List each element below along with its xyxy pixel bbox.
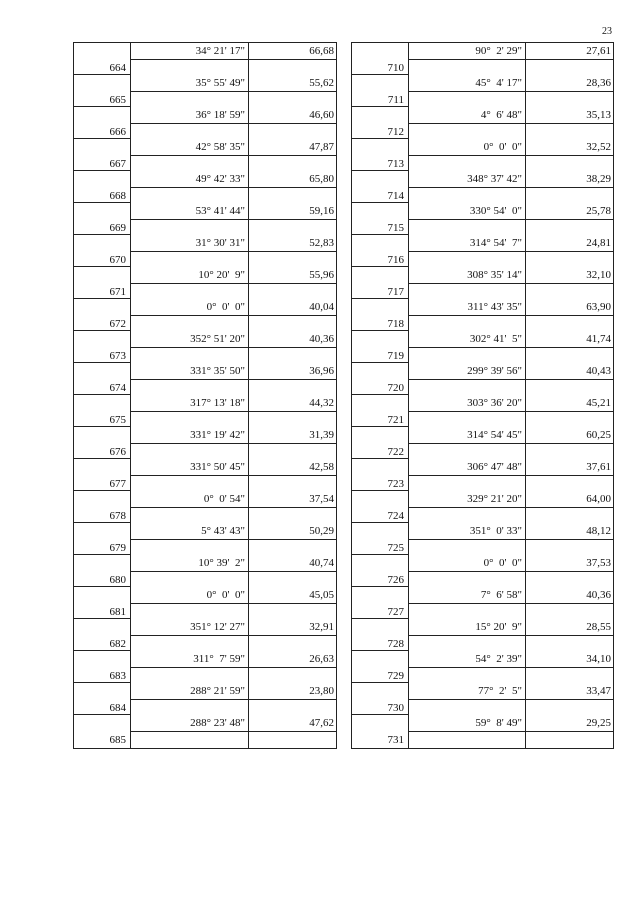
point-number: 677 <box>109 478 126 490</box>
distance-cell: 31,39 <box>309 429 334 441</box>
point-number: 726 <box>387 574 404 586</box>
row-divider <box>408 379 613 380</box>
table-row <box>352 491 613 523</box>
distance-cell: 66,68 <box>309 45 334 57</box>
table-row <box>352 43 613 75</box>
table-row <box>74 43 336 75</box>
point-number: 724 <box>387 510 404 522</box>
angle-cell: 10° 39' 2" <box>198 557 245 569</box>
angle-cell: 311° 7' 59" <box>193 653 245 665</box>
table-row <box>74 459 336 491</box>
row-divider <box>408 411 613 412</box>
point-number: 723 <box>387 478 404 490</box>
angle-cell: 31° 30' 31" <box>195 237 245 249</box>
distance-cell: 50,29 <box>309 525 334 537</box>
table-row <box>352 75 613 107</box>
row-divider <box>130 315 336 316</box>
point-number: 717 <box>387 286 404 298</box>
point-number: 718 <box>387 318 404 330</box>
angle-cell: 10° 20' 9" <box>198 269 245 281</box>
table-row <box>74 619 336 651</box>
point-number: 664 <box>109 62 126 74</box>
angle-cell: 308° 35' 14" <box>467 269 522 281</box>
table-row <box>352 267 613 299</box>
table-row <box>352 395 613 427</box>
point-number: 680 <box>109 574 126 586</box>
distance-cell: 29,25 <box>586 717 611 729</box>
point-number: 711 <box>387 94 404 106</box>
distance-cell: 47,87 <box>309 141 334 153</box>
point-number: 669 <box>109 222 126 234</box>
row-divider <box>408 315 613 316</box>
distance-cell: 40,74 <box>309 557 334 569</box>
point-number: 725 <box>387 542 404 554</box>
angle-cell: 49° 42' 33" <box>195 173 245 185</box>
table-row <box>74 299 336 331</box>
table-row <box>352 523 613 555</box>
angle-cell: 331° 35' 50" <box>190 365 245 377</box>
row-divider <box>130 91 336 92</box>
table-row <box>74 139 336 171</box>
distance-cell: 45,05 <box>309 589 334 601</box>
distance-cell: 46,60 <box>309 109 334 121</box>
angle-cell: 7° 6' 58" <box>480 589 522 601</box>
row-divider <box>130 411 336 412</box>
table-row <box>74 523 336 555</box>
row-divider <box>130 59 336 60</box>
angle-cell: 303° 36' 20" <box>467 397 522 409</box>
distance-cell: 38,29 <box>586 173 611 185</box>
point-number: 684 <box>109 702 126 714</box>
table-row <box>74 491 336 523</box>
table-row <box>74 75 336 107</box>
distance-cell: 27,61 <box>586 45 611 57</box>
row-divider <box>408 251 613 252</box>
point-number: 729 <box>387 670 404 682</box>
point-number: 722 <box>387 446 404 458</box>
distance-cell: 28,36 <box>586 77 611 89</box>
row-divider <box>130 443 336 444</box>
distance-cell: 32,91 <box>309 621 334 633</box>
angle-cell: 288° 23' 48" <box>190 717 245 729</box>
point-number: 665 <box>109 94 126 106</box>
angle-cell: 5° 43' 43" <box>201 525 245 537</box>
angle-cell: 352° 51' 20" <box>190 333 245 345</box>
table-row <box>74 683 336 715</box>
row-divider <box>130 155 336 156</box>
distance-cell: 28,55 <box>586 621 611 633</box>
point-number: 721 <box>387 414 404 426</box>
table-row <box>352 459 613 491</box>
row-divider <box>130 635 336 636</box>
distance-cell: 64,00 <box>586 493 611 505</box>
angle-cell: 0° 0' 0" <box>483 557 522 569</box>
table-row <box>74 587 336 619</box>
distance-cell: 42,58 <box>309 461 334 473</box>
angle-cell: 0° 0' 54" <box>203 493 245 505</box>
distance-cell: 36,96 <box>309 365 334 377</box>
row-divider <box>408 443 613 444</box>
angle-cell: 34° 21' 17" <box>195 45 245 57</box>
table-row <box>352 107 613 139</box>
point-number: 675 <box>109 414 126 426</box>
row-divider <box>408 123 613 124</box>
point-number: 727 <box>387 606 404 618</box>
point-number: 728 <box>387 638 404 650</box>
distance-cell: 55,96 <box>309 269 334 281</box>
distance-cell: 40,36 <box>309 333 334 345</box>
distance-cell: 33,47 <box>586 685 611 697</box>
table-row <box>74 267 336 299</box>
table-row <box>74 395 336 427</box>
angle-cell: 302° 41' 5" <box>469 333 522 345</box>
point-number: 710 <box>387 62 404 74</box>
angle-cell: 329° 21' 20" <box>467 493 522 505</box>
point-number: 716 <box>387 254 404 266</box>
angle-cell: 0° 0' 0" <box>206 301 245 313</box>
row-divider <box>408 347 613 348</box>
point-number: 671 <box>109 286 126 298</box>
point-number: 668 <box>109 190 126 202</box>
point-number: 713 <box>387 158 404 170</box>
angle-cell: 317° 13' 18" <box>190 397 245 409</box>
row-divider <box>130 251 336 252</box>
table-row <box>74 651 336 683</box>
angle-cell: 77° 2' 5" <box>478 685 522 697</box>
point-number: 714 <box>387 190 404 202</box>
row-divider <box>408 667 613 668</box>
distance-cell: 40,43 <box>586 365 611 377</box>
point-number: 676 <box>109 446 126 458</box>
point-number: 682 <box>109 638 126 650</box>
row-divider <box>408 603 613 604</box>
point-number: 674 <box>109 382 126 394</box>
distance-cell: 48,12 <box>586 525 611 537</box>
table-row <box>74 235 336 267</box>
row-divider <box>408 59 613 60</box>
point-number: 730 <box>387 702 404 714</box>
distance-cell: 40,36 <box>586 589 611 601</box>
angle-cell: 0° 0' 0" <box>206 589 245 601</box>
distance-cell: 25,78 <box>586 205 611 217</box>
distance-cell: 26,63 <box>309 653 334 665</box>
angle-cell: 311° 43' 35" <box>467 301 522 313</box>
point-number: 679 <box>109 542 126 554</box>
point-number: 673 <box>109 350 126 362</box>
distance-cell: 32,52 <box>586 141 611 153</box>
angle-cell: 90° 2' 29" <box>475 45 522 57</box>
distance-cell: 32,10 <box>586 269 611 281</box>
coordinates-table-right <box>351 42 614 749</box>
coordinates-table-left <box>73 42 337 749</box>
row-divider <box>408 635 613 636</box>
row-divider <box>130 379 336 380</box>
table-row <box>74 107 336 139</box>
row-divider <box>408 507 613 508</box>
angle-cell: 331° 50' 45" <box>190 461 245 473</box>
angle-cell: 330° 54' 0" <box>469 205 522 217</box>
table-row <box>352 715 613 747</box>
row-divider <box>130 283 336 284</box>
row-divider <box>408 539 613 540</box>
table-row <box>352 363 613 395</box>
table-row <box>352 171 613 203</box>
angle-cell: 348° 37' 42" <box>467 173 522 185</box>
row-divider <box>408 571 613 572</box>
row-divider <box>130 699 336 700</box>
point-number: 678 <box>109 510 126 522</box>
row-divider <box>408 283 613 284</box>
angle-cell: 4° 6' 48" <box>480 109 522 121</box>
angle-cell: 314° 54' 7" <box>469 237 522 249</box>
angle-cell: 42° 58' 35" <box>195 141 245 153</box>
point-number: 670 <box>109 254 126 266</box>
distance-cell: 41,74 <box>586 333 611 345</box>
row-divider <box>130 667 336 668</box>
table-row <box>352 683 613 715</box>
point-number: 681 <box>109 606 126 618</box>
point-number: 667 <box>109 158 126 170</box>
row-divider <box>408 475 613 476</box>
distance-cell: 44,32 <box>309 397 334 409</box>
table-row <box>74 715 336 747</box>
distance-cell: 45,21 <box>586 397 611 409</box>
angle-cell: 35° 55' 49" <box>195 77 245 89</box>
distance-cell: 37,53 <box>586 557 611 569</box>
distance-cell: 34,10 <box>586 653 611 665</box>
row-divider <box>408 155 613 156</box>
table-row <box>352 555 613 587</box>
distance-cell: 60,25 <box>586 429 611 441</box>
row-divider <box>408 219 613 220</box>
table-row <box>352 299 613 331</box>
row-divider <box>130 219 336 220</box>
distance-cell: 65,80 <box>309 173 334 185</box>
angle-cell: 59° 8' 49" <box>475 717 522 729</box>
table-row <box>74 555 336 587</box>
angle-cell: 53° 41' 44" <box>195 205 245 217</box>
table-row <box>352 427 613 459</box>
point-number: 731 <box>387 734 404 746</box>
table-row <box>352 203 613 235</box>
angle-cell: 299° 39' 56" <box>467 365 522 377</box>
angle-cell: 351° 12' 27" <box>190 621 245 633</box>
distance-cell: 52,83 <box>309 237 334 249</box>
point-number: 672 <box>109 318 126 330</box>
table-row <box>352 331 613 363</box>
point-number: 719 <box>387 350 404 362</box>
angle-cell: 306° 47' 48" <box>467 461 522 473</box>
distance-cell: 59,16 <box>309 205 334 217</box>
angle-cell: 45° 4' 17" <box>475 77 522 89</box>
row-divider <box>408 699 613 700</box>
point-number: 715 <box>387 222 404 234</box>
point-number: 685 <box>109 734 126 746</box>
distance-cell: 47,62 <box>309 717 334 729</box>
angle-cell: 15° 20' 9" <box>475 621 522 633</box>
row-divider <box>130 539 336 540</box>
row-divider <box>130 187 336 188</box>
table-row <box>74 427 336 459</box>
row-divider <box>130 123 336 124</box>
table-row <box>74 171 336 203</box>
distance-cell: 55,62 <box>309 77 334 89</box>
row-divider <box>408 187 613 188</box>
table-row <box>352 587 613 619</box>
distance-cell: 37,54 <box>309 493 334 505</box>
table-row <box>352 235 613 267</box>
distance-cell: 37,61 <box>586 461 611 473</box>
page-number: 23 <box>602 26 612 37</box>
row-divider <box>130 507 336 508</box>
table-row <box>74 203 336 235</box>
table-row <box>352 139 613 171</box>
point-number: 712 <box>387 126 404 138</box>
angle-cell: 331° 19' 42" <box>190 429 245 441</box>
distance-cell: 23,80 <box>309 685 334 697</box>
angle-cell: 36° 18' 59" <box>195 109 245 121</box>
angle-cell: 288° 21' 59" <box>190 685 245 697</box>
row-divider <box>130 571 336 572</box>
row-divider <box>130 731 336 732</box>
row-divider <box>408 731 613 732</box>
table-row <box>74 331 336 363</box>
table-row <box>352 619 613 651</box>
angle-cell: 351° 0' 33" <box>469 525 522 537</box>
point-number: 666 <box>109 126 126 138</box>
angle-cell: 0° 0' 0" <box>483 141 522 153</box>
row-divider <box>130 603 336 604</box>
point-number: 720 <box>387 382 404 394</box>
distance-cell: 24,81 <box>586 237 611 249</box>
distance-cell: 63,90 <box>586 301 611 313</box>
angle-cell: 54° 2' 39" <box>475 653 522 665</box>
row-divider <box>408 91 613 92</box>
angle-cell: 314° 54' 45" <box>467 429 522 441</box>
table-row <box>352 651 613 683</box>
point-number: 683 <box>109 670 126 682</box>
distance-cell: 40,04 <box>309 301 334 313</box>
distance-cell: 35,13 <box>586 109 611 121</box>
row-divider <box>130 347 336 348</box>
table-row <box>74 363 336 395</box>
row-divider <box>130 475 336 476</box>
